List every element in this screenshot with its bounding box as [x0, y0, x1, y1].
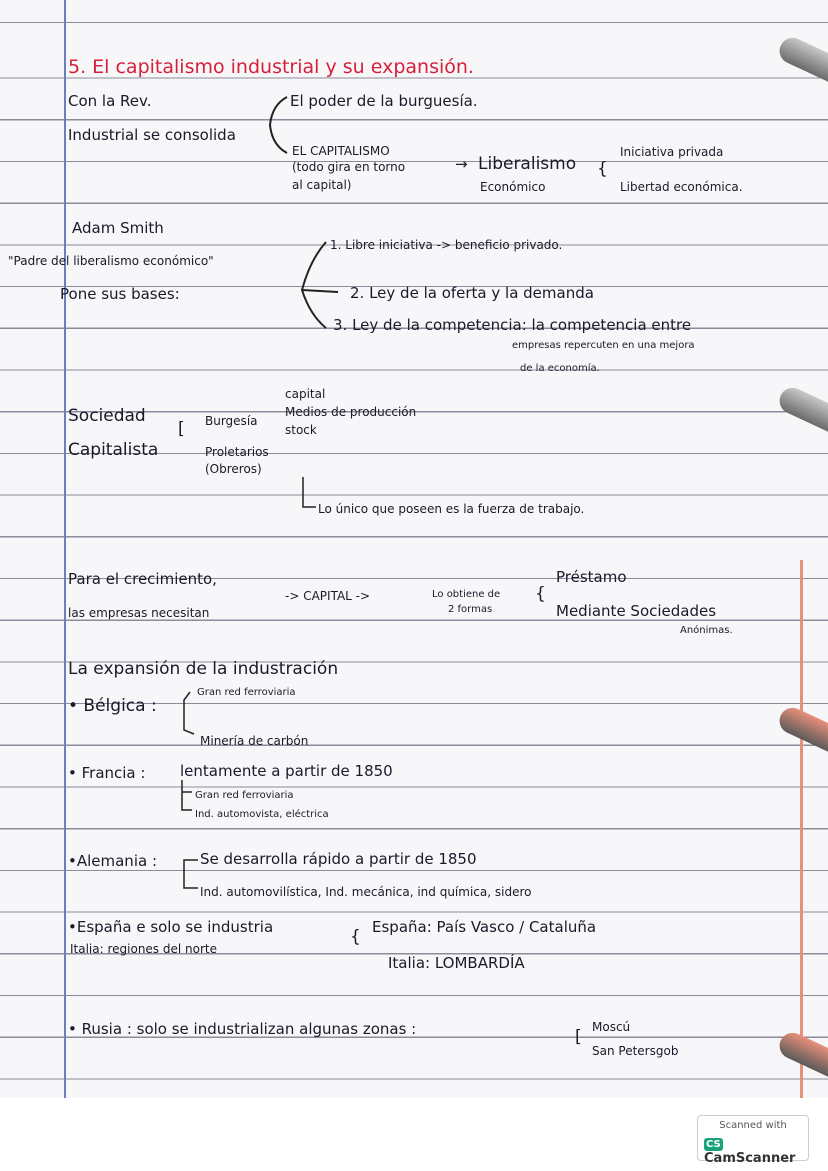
- note-text: -> CAPITAL ->: [285, 589, 371, 603]
- note-text: El poder de la burguesía.: [290, 92, 478, 110]
- note-text: Burgesía: [205, 414, 258, 428]
- arrow-icon: [300, 475, 320, 515]
- right-margin-line: [800, 560, 803, 1098]
- note-text: Ind. automovista, eléctrica: [195, 809, 329, 820]
- page-title: 5. El capitalismo industrial y su expansión.: [68, 56, 474, 78]
- note-text: 3. Ley de la competencia: la competencia entre: [333, 316, 692, 334]
- binder-ring-icon: [775, 34, 828, 83]
- note-text: • Francia :: [68, 764, 146, 782]
- binder-ring-icon: [775, 384, 828, 433]
- bracket-icon: [: [575, 1027, 582, 1047]
- note-text: Anónimas.: [680, 625, 733, 636]
- note-text: • Bélgica :: [68, 696, 157, 716]
- brace-icon: {: [535, 584, 546, 604]
- brace-icon: {: [350, 927, 361, 947]
- note-text: Moscú: [592, 1020, 631, 1034]
- note-text: stock: [285, 423, 317, 437]
- note-text: "Padre del liberalismo económico": [8, 254, 214, 268]
- note-text: Para el crecimiento,: [68, 570, 217, 588]
- note-text: Iniciativa privada: [620, 145, 724, 159]
- note-text: lentamente a partir de 1850: [180, 762, 393, 780]
- note-text: (Obreros): [205, 462, 262, 476]
- note-text: • Rusia : solo se industrializan algunas zonas :: [68, 1020, 417, 1038]
- arrow-icon: →: [455, 155, 468, 173]
- bracket-icon: [: [178, 419, 185, 439]
- note-text: Gran red ferroviaria: [197, 687, 296, 698]
- note-text: EL CAPITALISMO: [292, 144, 390, 158]
- note-text: Pone sus bases:: [60, 285, 180, 303]
- camscanner-label: CSCamScanner: [704, 1139, 796, 1166]
- note-text: Se desarrolla rápido a partir de 1850: [200, 850, 477, 868]
- note-text: (todo gira en torno: [292, 160, 406, 174]
- note-text: San Petersgob: [592, 1044, 679, 1058]
- left-margin-line: [64, 0, 66, 1098]
- note-text: Gran red ferroviaria: [195, 790, 294, 801]
- note-text: Ind. automovilística, Ind. mecánica, ind química, sidero: [200, 885, 532, 899]
- note-text: Industrial se consolida: [68, 126, 236, 144]
- note-text: Liberalismo: [478, 154, 577, 174]
- brace-icon: {: [597, 159, 608, 179]
- camscanner-badge: [697, 1115, 809, 1166]
- note-text: Italia: regiones del norte: [70, 942, 217, 956]
- note-text: Italia: LOMBARDÍA: [388, 954, 525, 972]
- camscanner-logo-icon: CS: [706, 1139, 721, 1150]
- note-text: 2. Ley de la oferta y la demanda: [350, 284, 594, 302]
- note-text: Proletarios: [205, 445, 269, 459]
- brace-icon: [262, 95, 292, 155]
- note-text: 1. Libre iniciativa -> beneficio privado.: [330, 238, 563, 252]
- note-text: empresas repercuten en una mejora: [512, 340, 695, 351]
- note-text: •España e solo se industria: [68, 918, 274, 936]
- note-text: Con la Rev.: [68, 92, 152, 110]
- note-text: Adam Smith: [72, 219, 164, 237]
- note-text: Capitalista: [68, 440, 159, 460]
- note-text: al capital): [292, 178, 352, 192]
- note-text: Medios de producción: [285, 405, 417, 419]
- note-text: Económico: [480, 180, 546, 194]
- note-text: 2 formas: [448, 604, 493, 615]
- note-text: •Alemania :: [68, 852, 157, 870]
- note-text: Préstamo: [556, 568, 627, 586]
- note-text: capital: [285, 387, 326, 401]
- note-text: Libertad económica.: [620, 180, 743, 194]
- note-text: Mediante Sociedades: [556, 602, 717, 620]
- scanned-with-label: Scanned with: [719, 1120, 787, 1131]
- note-text: de la economía.: [520, 363, 600, 374]
- note-text: Lo obtiene de: [432, 589, 501, 600]
- note-text: Lo único que poseen es la fuerza de trabajo.: [318, 502, 585, 516]
- note-text: las empresas necesitan: [68, 606, 210, 620]
- section-heading: La expansión de la industración: [68, 659, 339, 679]
- note-text: Sociedad: [68, 406, 146, 426]
- note-text: Minería de carbón: [200, 734, 309, 748]
- note-text: España: País Vasco / Cataluña: [372, 918, 597, 936]
- arrow-icon: [180, 858, 200, 898]
